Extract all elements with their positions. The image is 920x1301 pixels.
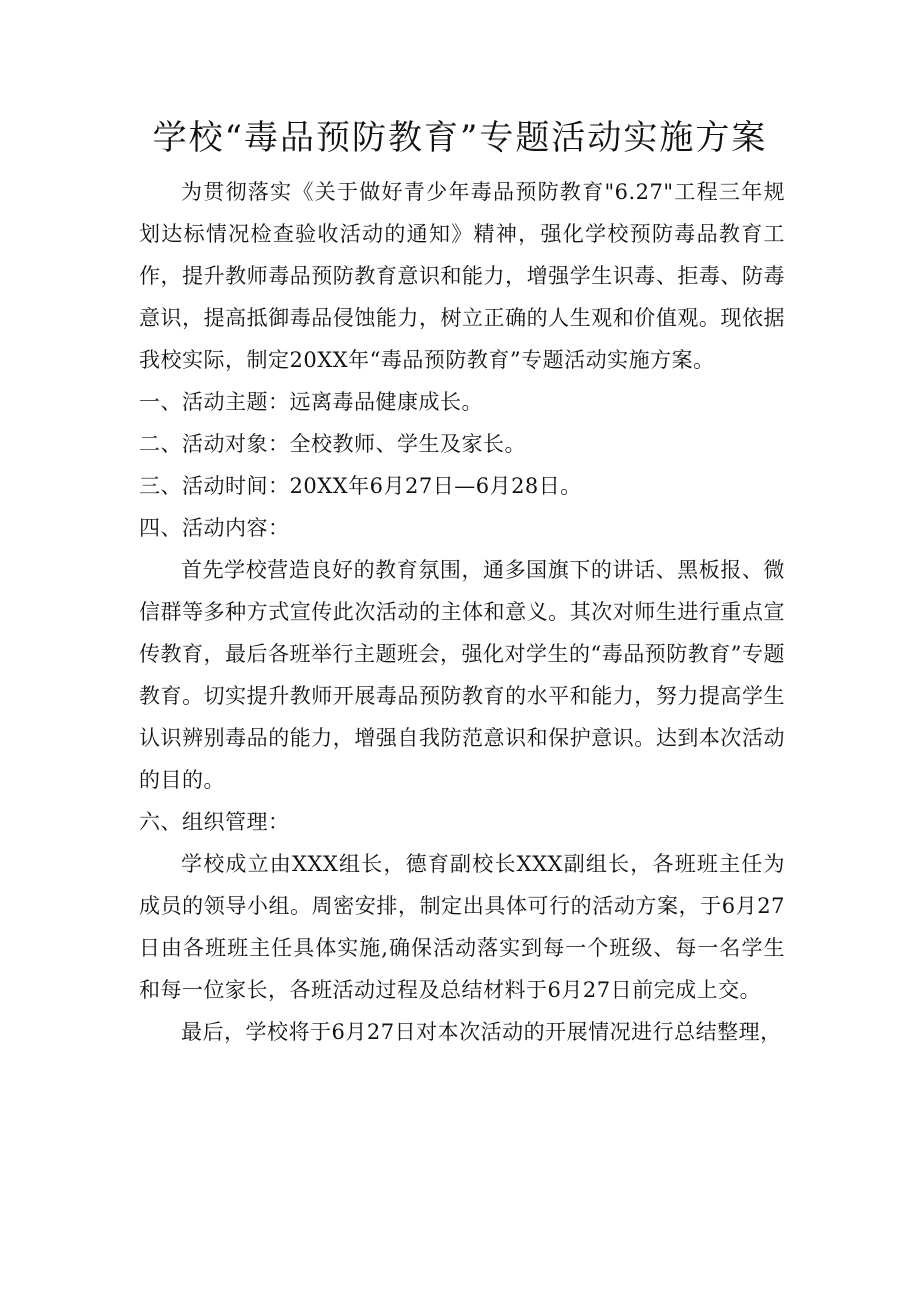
intro-paragraph: 为贯彻落实《关于做好青少年毒品预防教育"6.27"工程三年规划达标情况检查验收活动的通知》精神，强化学校预防毒品教育工作，提升教师毒品预防教育意识和能力，增强学生识毒、拒毒、防毒意识，提高抵御毒品侵蚀能力，树立正确的人生观和价值观。现依据我校实际，制定20XX年“毒品预防教育”专题活动实施方案。 (139, 180, 785, 372)
section-management-heading: 六、组织管理： (139, 810, 290, 834)
management-paragraph: 学校成立由XXX组长，德育副校长XXX副组长，各班班主任为成员的领导小组。周密安排，制定出具体可行的活动方案，于6月27日由各班班主任具体实施,确保活动落实到每一个班级、每一名学生和每一位家长，各班活动过程及总结材料于6月27日前完成上交。 (139, 852, 785, 1002)
section-content-heading: 四、活动内容： (139, 516, 290, 540)
section-audience: 二、活动对象：全校教师、学生及家长。 (139, 432, 526, 456)
final-paragraph: 最后，学校将于6月27日对本次活动的开展情况进行总结整理， (181, 1020, 782, 1044)
section-time: 三、活动时间：20XX年6月27日—6月28日。 (139, 474, 582, 498)
document-body (139, 171, 785, 1053)
content-paragraph: 首先学校营造良好的教育氛围，通多国旗下的讲话、黑板报、微信群等多种方式宣传此次活动的主体和意义。其次对师生进行重点宣传教育，最后各班举行主题班会，强化对学生的“毒品预防教育”专题教育。切实提升教师开展毒品预防教育的水平和能力，努力提高学生认识辨别毒品的能力，增强自我防范意识和保护意识。达到本次活动的目的。 (139, 558, 785, 792)
section-theme: 一、活动主题：远离毒品健康成长。 (139, 390, 483, 414)
document-title: 学校“毒品预防教育”专题活动实施方案 (152, 118, 768, 158)
